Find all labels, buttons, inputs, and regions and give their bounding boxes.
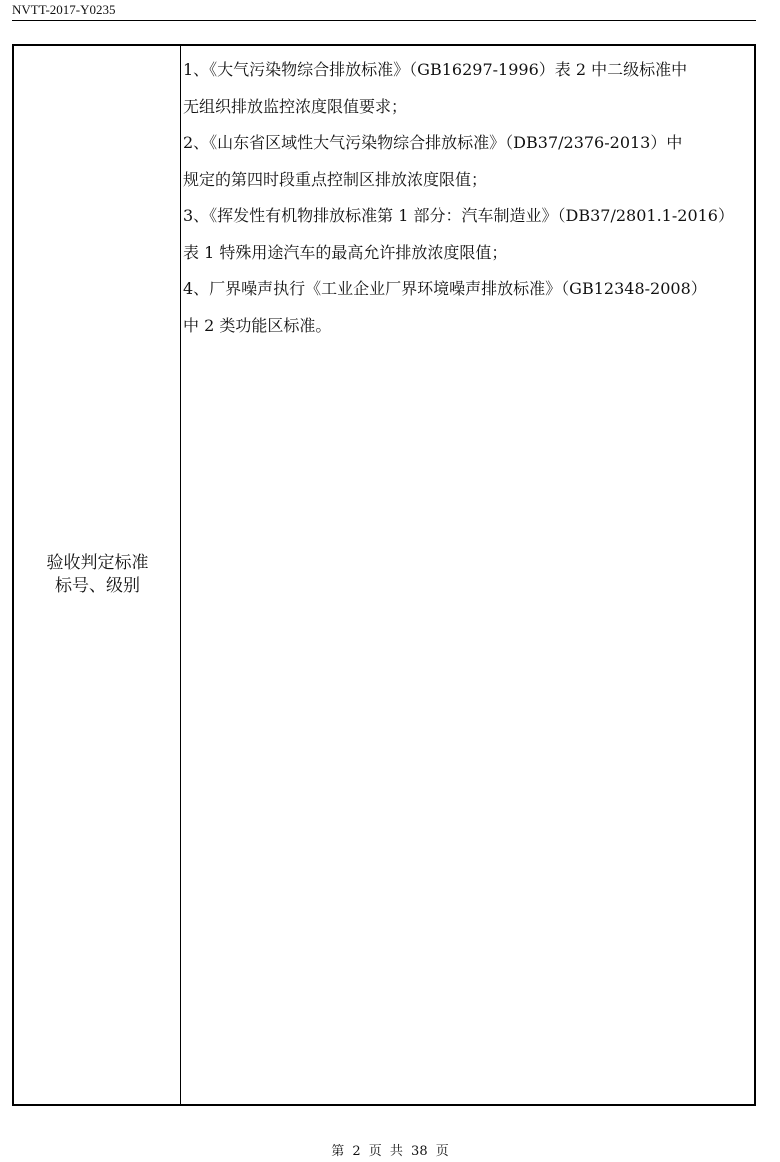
standard-line: 无组织排放监控浓度限值要求； bbox=[183, 96, 408, 116]
standard-line: 4、厂界噪声执行《工业企业厂界环境噪声排放标准》（GB12348-2008） bbox=[183, 279, 707, 298]
standard-line: 表 1 特殊用途汽车的最高允许排放浓度限值； bbox=[183, 242, 508, 262]
standard-line: 3、《挥发性有机物排放标准第 1 部分：汽车制造业》（DB37/2801.1-2016） bbox=[183, 206, 734, 225]
header-rule bbox=[12, 20, 756, 21]
standard-line: 2、《山东省区域性大气污染物综合排放标准》（DB37/2376-2013）中 bbox=[183, 133, 683, 152]
label-line: 标号、级别 bbox=[55, 576, 140, 596]
acceptance-standards-table bbox=[12, 44, 756, 1106]
standards-list bbox=[183, 52, 753, 344]
label-line: 验收判定标准 bbox=[46, 553, 149, 573]
standard-line: 1、《大气污染物综合排放标准》（GB16297-1996）表 2 中二级标准中 bbox=[183, 60, 688, 79]
label-text bbox=[14, 552, 181, 598]
page-number: 第 2 页 共 38 页 bbox=[331, 1144, 449, 1159]
standards-cell bbox=[181, 46, 754, 1104]
standard-line: 规定的第四时段重点控制区排放浓度限值； bbox=[183, 169, 488, 189]
label-cell bbox=[14, 46, 181, 1104]
standard-line: 中 2 类功能区标准。 bbox=[183, 315, 332, 335]
document-id: NVTT-2017-Y0235 bbox=[12, 2, 116, 17]
